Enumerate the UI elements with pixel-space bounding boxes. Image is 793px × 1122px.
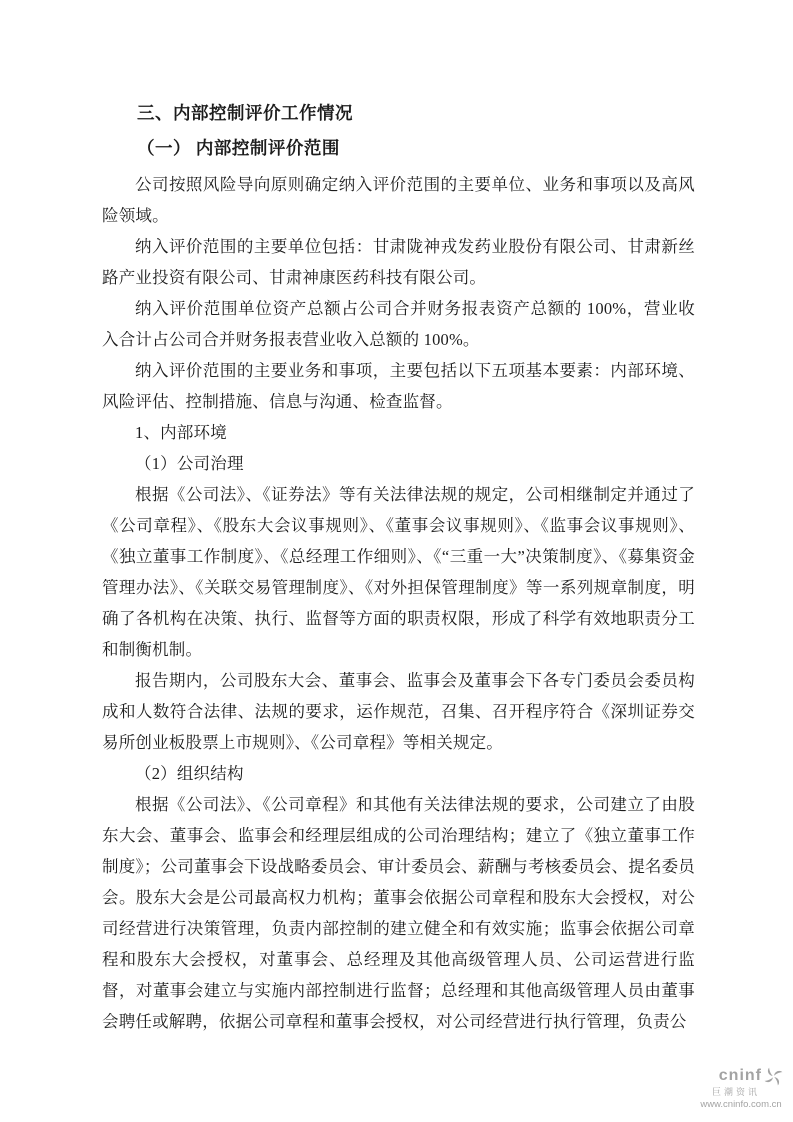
subsection-heading: （一） 内部控制评价范围	[137, 138, 340, 158]
paragraph: 报告期内，公司股东大会、董事会、监事会及董事会下各专门委员会委员构成和人数符合法律、法规的要求，运作规范，召集、召开程序符合《深圳证券交易所创业板股票上市规则》、《公司章程》等相关规定。	[102, 671, 695, 752]
cninfo-logo-text: cninf	[718, 1067, 762, 1085]
paragraph: 公司按照风险导向原则确定纳入评价范围的主要单位、业务和事项以及高风险领域。	[102, 175, 695, 225]
cninfo-url: www.cninfo.com.cn	[700, 1098, 782, 1110]
list-item-heading: 1、内部环境	[135, 423, 227, 442]
document-content	[102, 96, 695, 1037]
paragraph: 根据《公司法》、《证券法》等有关法律法规的规定，公司相继制定并通过了《公司章程》、《股东大会议事规则》、《董事会议事规则》、《监事会议事规则》、《独立董事工作制度》、《总经理工作细则》、《“三重一大”决策制度》、《募集资金管理办法》、《关联交易管理制度》、《对外担保管理制度》等一系列规章制度，明确了各机构在决策、执行、监督等方面的职责权限，形成了科学有效地职责分工和制衡机制。	[102, 485, 695, 659]
cninfo-chinese-label: 巨潮资讯	[711, 1086, 760, 1097]
list-subitem-heading: （1）公司治理	[135, 454, 244, 473]
paragraph: 纳入评价范围的主要单位包括：甘肃陇神戎发药业股份有限公司、甘肃新丝路产业投资有限公司、甘肃神康医药科技有限公司。	[102, 237, 695, 287]
pinwheel-icon	[763, 1066, 784, 1087]
list-subitem-heading: （2）组织结构	[135, 764, 244, 783]
section-heading: 三、内部控制评价工作情况	[137, 103, 353, 123]
cninfo-watermark	[696, 1066, 786, 1110]
paragraph: 根据《公司法》、《公司章程》和其他有关法律法规的要求，公司建立了由股东大会、董事会、监事会和经理层组成的公司治理结构；建立了《独立董事工作制度》；公司董事会下设战略委员会、审计委员会、薪酬与考核委员会、提名委员会。股东大会是公司最高权力机构；董事会依据公司章程和股东大会授权，对公司经营进行决策管理，负责内部控制的建立健全和有效实施；监事会依据公司章程和股东大会授权，对董事会、总经理及其他高级管理人员、公司运营进行监督，对董事会建立与实施内部控制进行监督；总经理和其他高级管理人员由董事会聘任或解聘，依据公司章程和董事会授权，对公司经营进行执行管理，负责公	[102, 795, 695, 1031]
cninfo-logo-row	[696, 1066, 786, 1087]
paragraph: 纳入评价范围单位资产总额占公司合并财务报表资产总额的 100%，营业收入合计占公司合并财务报表营业收入总额的 100%。	[102, 299, 695, 349]
paragraph: 纳入评价范围的主要业务和事项，主要包括以下五项基本要素：内部环境、风险评估、控制措施、信息与沟通、检查监督。	[102, 361, 695, 411]
